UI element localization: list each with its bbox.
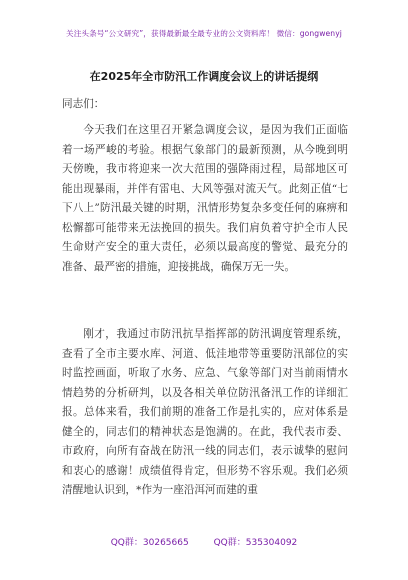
paragraph-1: 今天我们在这里召开紧急调度会议，是因为我们正面临着一场严峻的考验。根据气象部门的最新预测，从今晚到明天傍晚，我市将迎来一次大范围的强降雨过程，局部地区可能出现暴雨，并伴有雷电、大风等强对流天气。此刻正值“七下八上”防汛最关键的时期，汛情形势复杂多变任何的麻痹和松懈都可能带来无法挽回的损失。我们肩负着守护全市人民生命财产安全的重大责任，必须以最高度的警觉、最充分的准备、最严密的措施，迎接挑战，确保万无一失。 [62,124,348,273]
salutation: 同志们： [62,98,105,110]
qq-group-1: QQ群：30265665 [110,538,189,548]
paragraph-2: 刚才，我通过市防汛抗旱指挥部的防汛调度管理系统，查看了全市主要水库、河道、低洼地带等重要防汛部位的实时监控画面，听取了水务、应急、气象等部门对当前雨情水情趋势的分析研判，以及各相关单位防汛备汛工作的详细汇报。总体来看，我们前期的准备工作是扎实的，应对体系是健全的，同志们的精神状态是饱满的。在此，我代表市委、市政府，向所有奋战在防汛一线的同志们，表示诚挚的慰问和衷心的感谢！成绩值得肯定，但形势不容乐观。我们必须清醒地认识到，*作为一座沿洱河而建的重 [62,328,348,496]
qq-group-footer [0,535,408,548]
document-title: 在2025年全市防汛工作调度会议上的讲话提纲 [89,70,319,83]
qq-group-2: QQ群：535304092 [213,538,298,548]
promo-banner: 关注头条号“公文研究”，获得最新最全最专业的公文资料库！ 微信：gongwenyj [66,29,342,38]
